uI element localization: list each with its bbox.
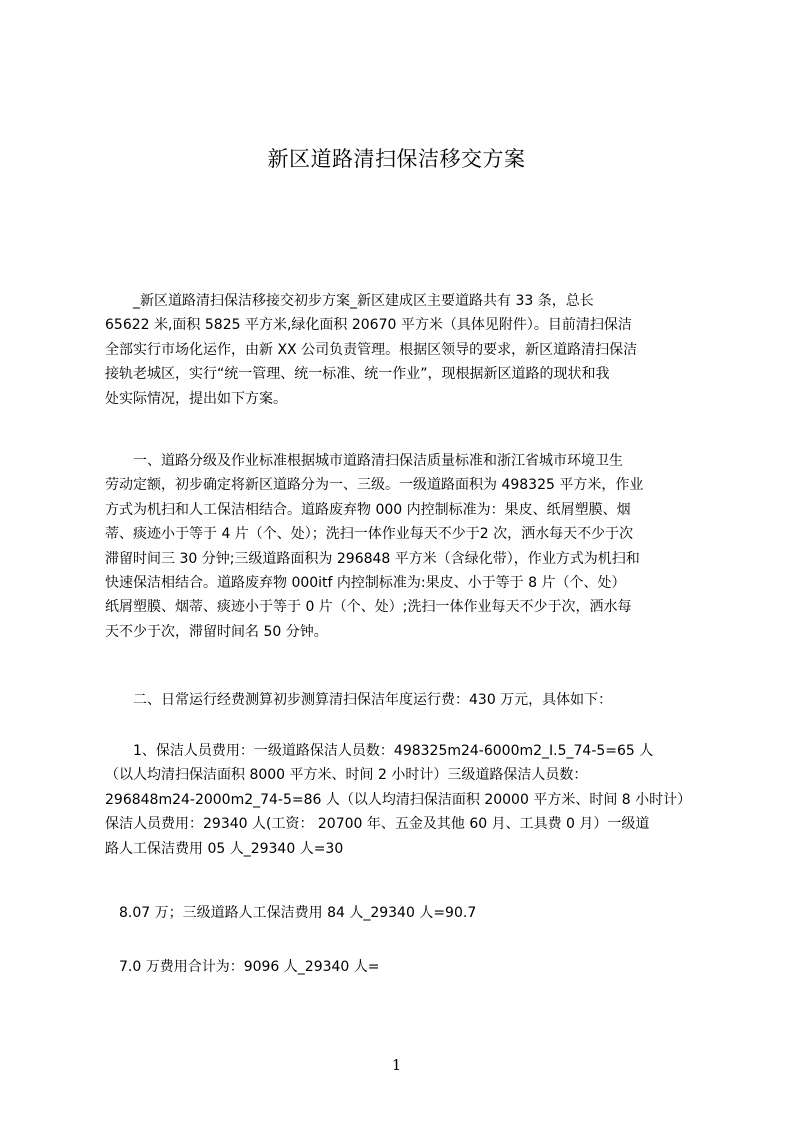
text-line: 保洁人员费用：29340 人(工资： 20700 年、五金及其他 60 月、工具费 0 月）一级道: [105, 816, 650, 833]
text-line: _新区道路清扫保洁移接交初步方案_新区建成区主要道路共有 33 条，总长: [105, 293, 594, 309]
paragraph-intro: [105, 289, 699, 411]
text-line: 二、日常运行经费测算初步测算清扫保洁年度运行费：430 万元，具体如下：: [105, 692, 613, 708]
text-line: 接轨老城区，实行“统一管理、统一标准、统一作业”，现根据新区道路的现状和我: [105, 366, 610, 383]
text-line: 一、道路分级及作业标准根据城市道路清扫保洁质量标准和浙江省城市环境卫生: [105, 453, 623, 469]
text-line: 7.0 万费用合计为：9096 人_29340 人=: [105, 959, 380, 975]
text-line: 快速保洁相结合。道路废弃物 000itf 内控制标准为:果皮、小于等于 8 片（个、处）: [105, 574, 626, 591]
text-line: 天不少于次，滞留时间名 50 分钟。: [105, 623, 328, 640]
paragraph-operating-cost: [105, 688, 699, 712]
text-line: 纸屑塑膜、烟蒂、痰迹小于等于 0 片（个、处）;洗扫一体作业每天不少于次，洒水每: [105, 599, 632, 616]
text-line: 8.07 万；三级道路人工保洁费用 84 人_29340 人=90.7: [105, 905, 477, 921]
paragraph-staff-cost: [105, 739, 699, 861]
text-line: 蒂、痰迹小于等于 4 片（个、处）；洗扫一体作业每天不少于2 次，洒水每天不少于次: [105, 526, 634, 543]
text-line: 全部实行市场化运作，由新 XX 公司负责管理。根据区领导的要求，新区道路清扫保洁: [105, 341, 638, 358]
text-line: 路人工保洁费用 05 人_29340 人=30: [105, 840, 344, 857]
paragraph-total-cost: [105, 955, 699, 979]
paragraph-road-grading: [105, 449, 699, 644]
document-title: 新区道路清扫保洁移交方案: [267, 147, 526, 171]
text-line: 方式为机扫和人工保洁相结合。道路废弃物 000 内控制标准为：果皮、纸屑塑膜、烟: [105, 501, 631, 518]
text-line: 65622 米,面积 5825 平方米,绿化面积 20670 平方米（具体见附件）。目前清扫保洁: [105, 317, 632, 334]
text-line: （以人均清扫保洁面积 8000 平方米、时间 2 小时计）三级道路保洁人员数：: [105, 767, 588, 784]
text-line: 1、保洁人员费用：一级道路保洁人员数：498325m24-6000m2_I.5_74-5=65 人: [105, 743, 654, 759]
page-number: 1: [391, 1056, 402, 1074]
text-line: 处实际情况，提出如下方案。: [105, 390, 287, 407]
text-line: 296848m24-2000m2_74-5=86 人（以人均清扫保洁面积 20000 平方米、时间 8 小时计）: [105, 791, 692, 808]
text-line: 滞留时间三 30 分钟;三级道路面积为 296848 平方米（含绿化带），作业方式为机扫和: [105, 550, 640, 567]
text-line: 劳动定额，初步确定将新区道路分为一、三级。一级道路面积为 498325 平方米，作业: [105, 477, 644, 494]
paragraph-tertiary-cost: [105, 901, 699, 925]
